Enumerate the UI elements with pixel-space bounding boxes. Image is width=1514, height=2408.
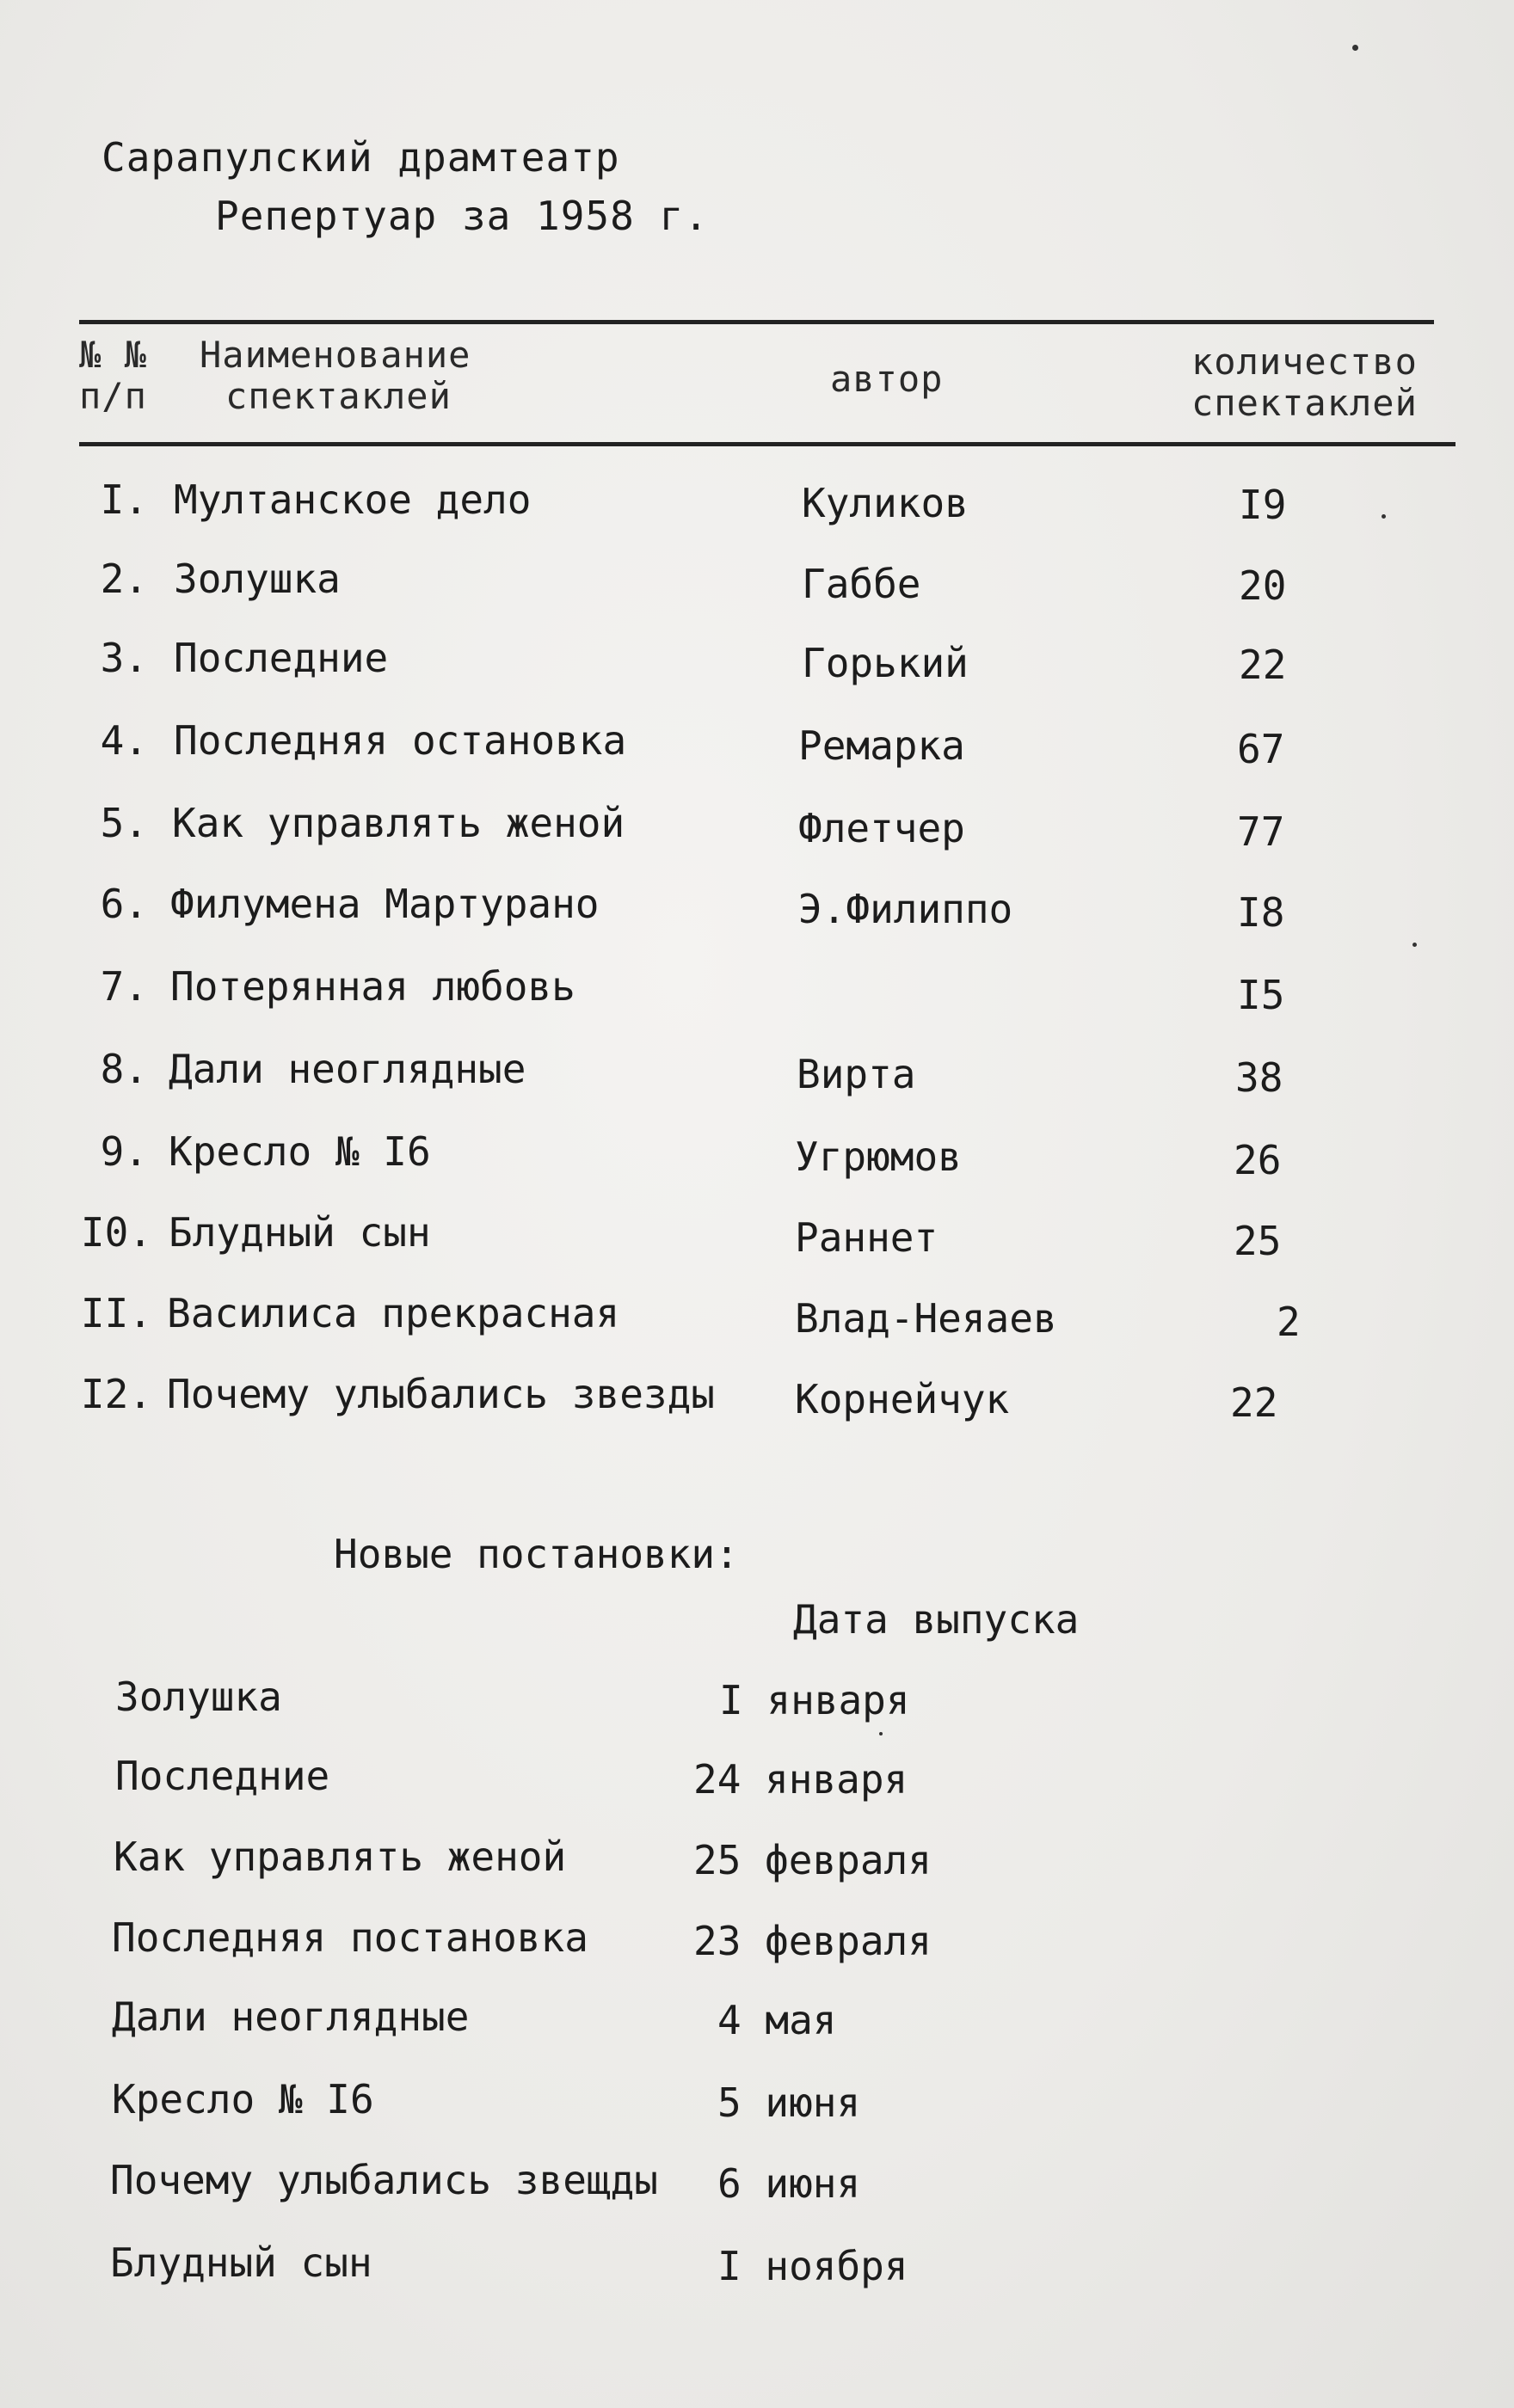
row-title: Филумена Мартурано bbox=[170, 881, 600, 927]
row-number: 6. bbox=[100, 881, 148, 927]
production-date: 4 мая bbox=[717, 1997, 837, 2043]
header-num-line2: п/п bbox=[79, 375, 147, 417]
row-title: Золушка bbox=[174, 556, 341, 602]
row-author: Влад-Неяаев bbox=[795, 1295, 1057, 1342]
production-title: Блудный сын bbox=[110, 2239, 372, 2286]
row-title: Как управлять женой bbox=[172, 800, 625, 846]
row-count: 67 bbox=[1237, 726, 1285, 772]
row-number: 2. bbox=[100, 556, 148, 602]
new-productions-heading: Новые постановки: bbox=[334, 1531, 739, 1577]
row-count: 38 bbox=[1235, 1054, 1283, 1101]
production-title: Почему улыбались звещды bbox=[110, 2157, 658, 2203]
row-count: I8 bbox=[1237, 889, 1285, 936]
paper-speck bbox=[879, 1732, 883, 1735]
row-number: I0. bbox=[80, 1209, 152, 1256]
row-count: 26 bbox=[1234, 1137, 1282, 1183]
production-date: 23 февраля bbox=[693, 1918, 932, 1964]
row-author: Корнейчук bbox=[795, 1376, 1010, 1422]
row-author: Ремарка bbox=[798, 722, 965, 769]
production-title: Как управлять женой bbox=[114, 1834, 567, 1880]
table-header-rule bbox=[79, 442, 1456, 446]
release-date-header: Дата выпуска bbox=[793, 1596, 1080, 1643]
header-count-line1: количество bbox=[1191, 341, 1418, 383]
header-num-line1: № № bbox=[79, 334, 147, 376]
row-number: 8. bbox=[100, 1046, 148, 1092]
production-date: 24 января bbox=[693, 1756, 908, 1803]
row-title: Дали неоглядные bbox=[169, 1046, 526, 1092]
row-number: I2. bbox=[80, 1371, 152, 1417]
row-count: 2 bbox=[1277, 1299, 1301, 1345]
row-number: 7. bbox=[100, 963, 148, 1010]
row-title: Последние bbox=[174, 635, 389, 681]
row-title: Блудный сын bbox=[169, 1209, 431, 1256]
row-number: II. bbox=[80, 1290, 152, 1336]
row-title: Кресло № I6 bbox=[169, 1128, 431, 1175]
row-title: Мултанское дело bbox=[174, 476, 532, 523]
row-author: Габбе bbox=[802, 561, 921, 607]
row-count: 22 bbox=[1239, 642, 1287, 688]
row-number: 5. bbox=[100, 800, 148, 846]
table-top-rule bbox=[79, 320, 1434, 324]
production-title: Последняя постановка bbox=[112, 1914, 588, 1961]
row-author: Куликов bbox=[802, 480, 969, 526]
row-author: Флетчер bbox=[798, 805, 965, 851]
row-author: Горький bbox=[802, 640, 969, 686]
production-title: Золушка bbox=[115, 1674, 282, 1720]
paper-speck bbox=[1412, 943, 1417, 947]
production-date: I января bbox=[719, 1677, 910, 1723]
row-title: Василиса прекрасная bbox=[167, 1290, 620, 1336]
row-count: 20 bbox=[1239, 562, 1287, 609]
header-count-line2: спектаклей bbox=[1191, 382, 1418, 424]
row-author: Раннет bbox=[795, 1214, 939, 1261]
row-title: Потерянная любовь bbox=[170, 963, 575, 1010]
production-date: 5 июня bbox=[717, 2079, 861, 2126]
row-count: I5 bbox=[1237, 972, 1285, 1018]
row-count: 22 bbox=[1230, 1379, 1278, 1426]
row-number: 4. bbox=[100, 717, 148, 764]
production-title: Кресло № I6 bbox=[112, 2076, 374, 2122]
theatre-name: Сарапулский драмтеатр bbox=[102, 134, 620, 181]
row-count: 25 bbox=[1234, 1218, 1282, 1264]
production-title: Последние bbox=[115, 1753, 330, 1799]
repertoire-title: Репертуар за 1958 г. bbox=[215, 193, 709, 239]
production-title: Дали неоглядные bbox=[112, 1993, 470, 2040]
production-date: I ноября bbox=[717, 2243, 908, 2289]
production-date: 6 июня bbox=[717, 2160, 861, 2207]
header-title-line2: спектаклей bbox=[225, 375, 452, 417]
row-count: 77 bbox=[1237, 808, 1285, 855]
row-title: Последняя остановка bbox=[174, 717, 627, 764]
production-date: 25 февраля bbox=[693, 1837, 932, 1883]
row-author: Вирта bbox=[797, 1051, 916, 1097]
paper-speck bbox=[1382, 514, 1386, 519]
row-author: Э.Филиппо bbox=[798, 886, 1013, 932]
row-number: 9. bbox=[100, 1128, 148, 1175]
row-number: I. bbox=[100, 476, 148, 523]
row-number: 3. bbox=[100, 635, 148, 681]
row-author: Угрюмов bbox=[795, 1133, 962, 1180]
header-author: автор bbox=[830, 358, 944, 400]
row-title: Почему улыбались звезды bbox=[167, 1371, 715, 1417]
paper-speck bbox=[1352, 45, 1358, 51]
row-count: I9 bbox=[1239, 482, 1287, 528]
header-title-line1: Наименование bbox=[200, 334, 471, 376]
